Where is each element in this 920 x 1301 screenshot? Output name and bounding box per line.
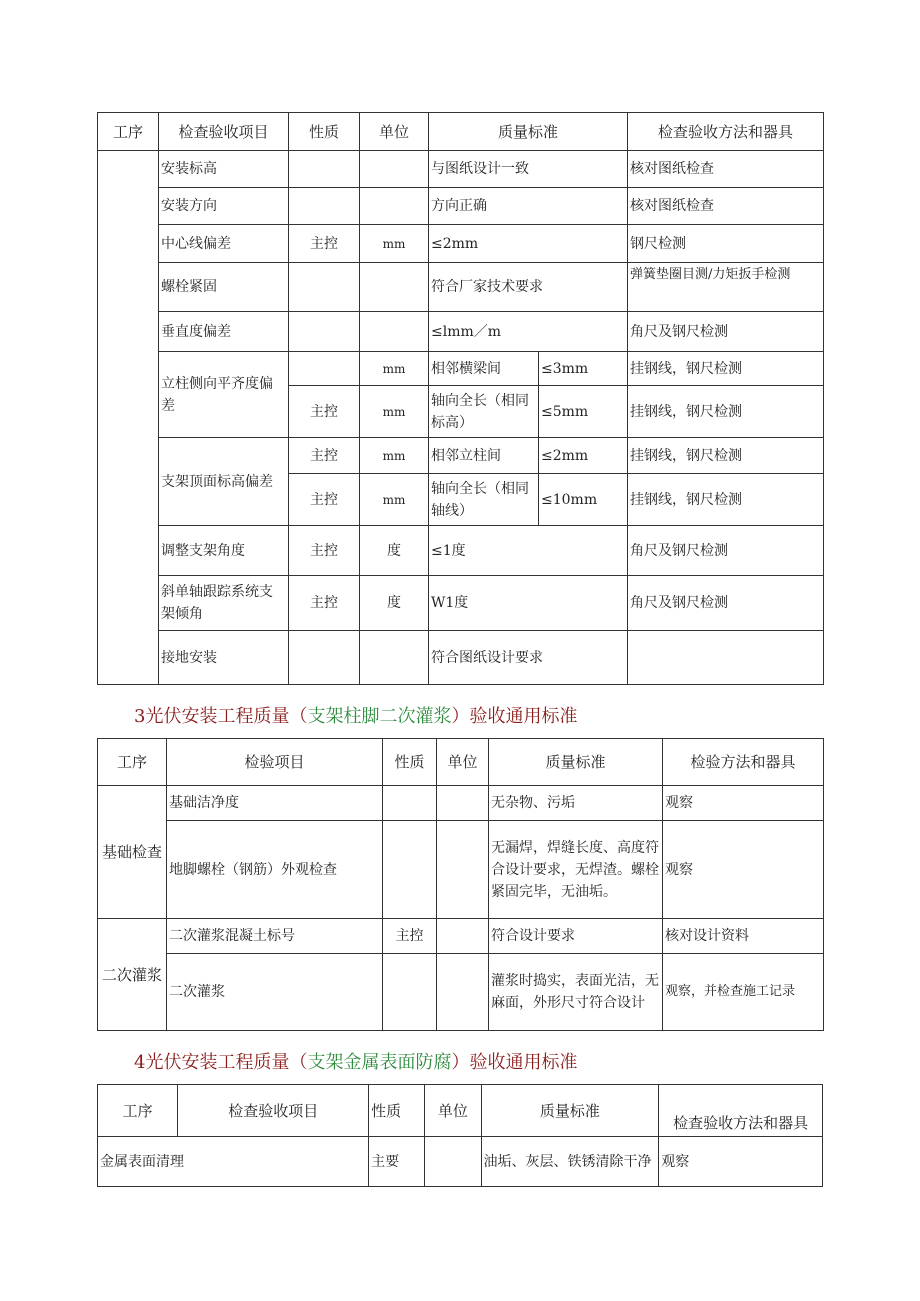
standard-cell: ≤lmm／m: [429, 312, 628, 352]
header-item: 检查验收项目: [178, 1085, 369, 1137]
nature-cell: 主控: [289, 474, 360, 526]
section-3-title-part-b: ）验收通用标准: [451, 706, 578, 727]
standard-cell: 与图纸设计一致: [429, 151, 628, 188]
header-nature: 性质: [383, 739, 437, 786]
standard-cell: 轴向全长（相同轴线）: [429, 474, 539, 526]
table-row: [98, 438, 824, 474]
nature-cell: 主控: [289, 438, 360, 474]
item-cell: 斜单轴跟踪系统支架倾角: [159, 576, 289, 631]
table-grouting: [97, 738, 824, 1031]
nature-cell: 主控: [383, 919, 437, 954]
header-unit: 单位: [360, 113, 429, 151]
section-4-number: 4: [134, 1052, 146, 1073]
standard-value-cell: ≤2mm: [539, 438, 628, 474]
method-cell: 钢尺检测: [628, 225, 824, 263]
header-standard: 质量标准: [489, 739, 663, 786]
item-cell: 金属表面清理: [98, 1137, 369, 1187]
method-cell: 观察: [663, 786, 824, 821]
unit-cell: mm: [360, 474, 429, 526]
nature-cell: 主控: [289, 576, 360, 631]
method-cell: 观察，并检查施工记录: [663, 954, 824, 1031]
method-cell: 核对图纸检查: [628, 151, 824, 188]
table-row: [98, 263, 824, 312]
method-cell: 挂钢线，钢尺检测: [628, 474, 824, 526]
item-cell: 垂直度偏差: [159, 312, 289, 352]
section-3-title: [134, 702, 577, 728]
unit-cell: mm: [360, 386, 429, 438]
header-unit: 单位: [437, 739, 489, 786]
table-row: [98, 1137, 823, 1187]
header-nature: 性质: [289, 113, 360, 151]
section-4-title: [134, 1048, 577, 1074]
table-header-row: [98, 113, 824, 151]
item-cell: 中心线偏差: [159, 225, 289, 263]
table-header-row: [98, 1085, 823, 1137]
method-cell: 挂钢线，钢尺检测: [628, 352, 824, 386]
table-row: [98, 352, 824, 386]
header-item: 检验项目: [167, 739, 383, 786]
table-anticorrosion: [97, 1084, 823, 1187]
item-cell: 基础洁净度: [167, 786, 383, 821]
header-standard: 质量标准: [481, 1085, 659, 1137]
method-cell: 观察: [663, 821, 824, 919]
standard-value-cell: ≤3mm: [539, 352, 628, 386]
standard-value-cell: ≤10mm: [539, 474, 628, 526]
method-cell: 角尺及钢尺检测: [628, 526, 824, 576]
table-row: [98, 312, 824, 352]
standard-cell: 相邻立柱间: [429, 438, 539, 474]
process-cell: [98, 151, 159, 685]
table-row: [98, 919, 824, 954]
method-cell: 核对设计资料: [663, 919, 824, 954]
standard-value-cell: ≤5mm: [539, 386, 628, 438]
table-row: [98, 631, 824, 685]
table-bracket-installation: [97, 112, 824, 685]
method-cell: 挂钢线，钢尺检测: [628, 386, 824, 438]
process-cell-foundation: 基础检查: [98, 786, 167, 919]
header-standard: 质量标准: [429, 113, 628, 151]
header-unit: 单位: [425, 1085, 481, 1137]
item-cell: 立柱侧向平齐度偏差: [159, 352, 289, 438]
method-cell: 角尺及钢尺检测: [628, 312, 824, 352]
unit-cell: 度: [360, 576, 429, 631]
method-cell: [628, 631, 824, 685]
table-row: [98, 954, 824, 1031]
nature-cell: 主控: [289, 386, 360, 438]
item-cell: 二次灌浆: [167, 954, 383, 1031]
standard-cell: 相邻横梁间: [429, 352, 539, 386]
unit-cell: mm: [360, 352, 429, 386]
header-method: 检验方法和器具: [663, 739, 824, 786]
table-header-row: [98, 739, 824, 786]
standard-cell: 灌浆时捣实，表面光洁，无麻面，外形尺寸符合设计: [489, 954, 663, 1031]
header-nature: 性质: [369, 1085, 425, 1137]
header-method: 检查验收方法和器具: [659, 1085, 823, 1137]
header-process: 工序: [98, 1085, 178, 1137]
standard-cell: 油垢、灰层、铁锈清除干净: [481, 1137, 659, 1187]
section-3-title-highlight: 支架柱脚二次灌浆: [307, 706, 452, 727]
method-cell: 观察: [659, 1137, 823, 1187]
table-row: [98, 786, 824, 821]
header-item: 检查验收项目: [159, 113, 289, 151]
method-cell: 挂钢线，钢尺检测: [628, 438, 824, 474]
item-cell: 支架顶面标高偏差: [159, 438, 289, 526]
standard-cell: W1度: [429, 576, 628, 631]
standard-cell: 符合设计要求: [489, 919, 663, 954]
method-cell: 弹簧垫圈目测/力矩扳手检测: [628, 263, 824, 312]
item-cell: 调整支架角度: [159, 526, 289, 576]
standard-cell: 符合厂家技术要求: [429, 263, 628, 312]
table-row: [98, 151, 824, 188]
nature-cell: 主要: [369, 1137, 425, 1187]
item-cell: 二次灌浆混凝土标号: [167, 919, 383, 954]
nature-cell: 主控: [289, 225, 360, 263]
section-4-title-part-b: ）验收通用标准: [451, 1052, 578, 1073]
item-cell: 螺栓紧固: [159, 263, 289, 312]
item-cell: 安装方向: [159, 188, 289, 225]
table-row: [98, 821, 824, 919]
section-4-title-part-a: 光伏安装工程质量（: [145, 1052, 308, 1073]
table-row: [98, 188, 824, 225]
table-row: [98, 225, 824, 263]
section-3-number: 3: [134, 706, 146, 727]
unit-cell: mm: [360, 438, 429, 474]
header-method: 检查验收方法和器具: [628, 113, 824, 151]
unit-cell: mm: [360, 225, 429, 263]
method-cell: 核对图纸检查: [628, 188, 824, 225]
header-process: 工序: [98, 113, 159, 151]
section-4-title-highlight: 支架金属表面防腐: [307, 1052, 452, 1073]
unit-cell: 度: [360, 526, 429, 576]
item-cell: 安装标高: [159, 151, 289, 188]
item-cell: 接地安装: [159, 631, 289, 685]
process-cell-grouting: 二次灌浆: [98, 919, 167, 1031]
standard-cell: ≤2mm: [429, 225, 628, 263]
standard-cell: 无杂物、污垢: [489, 786, 663, 821]
header-process: 工序: [98, 739, 167, 786]
standard-cell: ≤1度: [429, 526, 628, 576]
item-cell: 地脚螺栓（钢筋）外观检查: [167, 821, 383, 919]
standard-cell: 符合图纸设计要求: [429, 631, 628, 685]
nature-cell: 主控: [289, 526, 360, 576]
standard-cell: 方向正确: [429, 188, 628, 225]
method-cell: 角尺及钢尺检测: [628, 576, 824, 631]
section-3-title-part-a: 光伏安装工程质量（: [145, 706, 308, 727]
standard-cell: 轴向全长（相同标高）: [429, 386, 539, 438]
table-row: [98, 526, 824, 576]
standard-cell: 无漏焊，焊缝长度、高度符合设计要求，无焊渣。螺栓紧固完毕，无油垢。: [489, 821, 663, 919]
table-row: [98, 576, 824, 631]
